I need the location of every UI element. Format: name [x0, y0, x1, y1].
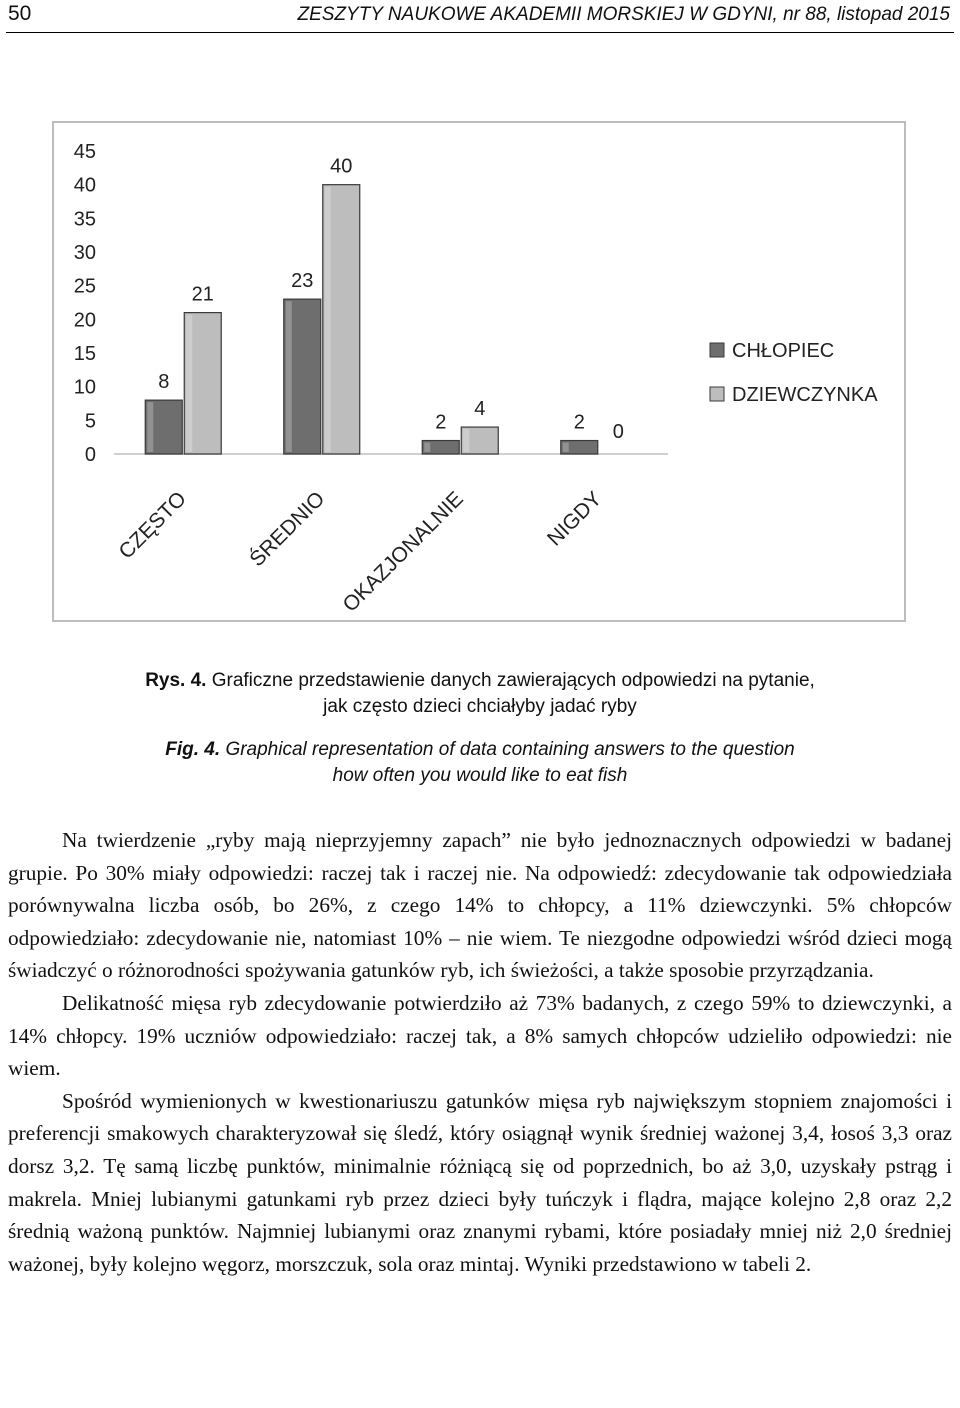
caption-pl-label: Rys. 4. [145, 670, 207, 691]
data-label: 8 [158, 371, 170, 394]
body-text [8, 824, 952, 1280]
header-rule [6, 32, 954, 33]
bar-chart [52, 121, 906, 622]
data-label: 4 [474, 398, 486, 421]
paragraph-3: Spośród wymienionych w kwestionariuszu gatunków mięsa ryb największym stopniem znajomości i preferencji smakowych charakteryzował się śledź, który osiągnął wynik średniej ważonej 3,4, łosoś 3,3 oraz dorsz 3,2. Tę samą liczbę punktów, minimalnie różniącą się od poprzednich, bo aż 3,0, uzyskały pstrąg i makrela. Mniej lubianymi gatunkami ryb przez dzieci były tuńczyk i flądra, mające kolejno 2,8 oraz 2,2 średnią ważoną punktów. Najmniej lubianymi oraz znanymi rybami, które posiadały mniej niż 2,0 średniej ważonej, były kolejno węgorz, morszczuk, sola oraz mintaj. Wyniki przedstawiono w tabeli 2. [8, 1088, 952, 1276]
page-header [0, 0, 960, 34]
caption-en-label: Fig. 4. [165, 739, 221, 760]
bar-highlight [147, 402, 153, 452]
caption-en-line1 [0, 737, 960, 762]
category-label: NIGDY [542, 487, 607, 551]
journal-title: ZESZYTY NAUKOWE AKADEMII MORSKIEJ W GDYNI, nr 88, listopad 2015 [297, 4, 950, 25]
bar-highlight [325, 187, 331, 452]
legend-swatch [710, 387, 724, 401]
data-label: 2 [573, 411, 585, 434]
data-label: 23 [291, 270, 314, 293]
y-tick-label: 10 [73, 376, 96, 399]
category-label: CZĘSTO [114, 487, 191, 564]
y-tick-label: 40 [73, 174, 96, 197]
data-label: 21 [191, 283, 214, 306]
bar-highlight [424, 443, 430, 452]
y-tick-label: 0 [84, 444, 96, 466]
chart-svg [54, 123, 908, 624]
paragraph-1: Na twierdzenie „ryby mają nieprzyjemny zapach” nie było jednoznacznych odpowiedzi w badanej grupie. Po 30% miały odpowiedzi: raczej tak i raczej nie. Na odpowiedź: zdecydowanie tak odpowiedziała porównywalna liczba osób, bo 26%, z czego 14% to chłopcy, a 11% dziewczynki. 5% chłopców odpowiedziało: zdecydowanie nie, natomiast 10% – nie wiem. Te niezgodne odpowiedzi wśród dzieci mogą świadczyć o różnorodności spożywania gatunków ryb, ich świeżości, a także sposobie przyrządzania. [8, 828, 952, 983]
y-tick-label: 30 [73, 242, 96, 264]
caption-pl-text1: Graficzne przedstawienie danych zawierających odpowiedzi na pytanie, [211, 670, 815, 691]
y-tick-label: 5 [84, 410, 96, 433]
y-tick-label: 45 [73, 141, 96, 163]
bar-highlight [563, 443, 569, 452]
bar-highlight [186, 315, 192, 452]
y-tick-label: 25 [73, 275, 96, 298]
data-label: 40 [330, 155, 353, 178]
bar-highlight [286, 301, 292, 452]
caption-pl-line2: jak często dzieci chciałyby jadać ryby [323, 696, 637, 717]
y-tick-label: 20 [73, 309, 96, 332]
data-label: 2 [435, 411, 447, 434]
legend-label: CHŁOPIEC [732, 340, 835, 362]
legend-swatch [710, 343, 724, 357]
paragraph-2: Delikatność mięsa ryb zdecydowanie potwierdziło aż 73% badanych, z czego 59% to dziewczynki, a 14% chłopcy. 19% uczniów odpowiedziało: raczej tak, a 8% samych chłopców udzieliło odpowiedzi: nie wiem. [8, 990, 952, 1081]
bar-highlight [463, 429, 469, 452]
legend-label: DZIEWCZYNKA [732, 384, 878, 406]
data-label: 0 [612, 421, 624, 443]
y-tick-label: 15 [73, 343, 96, 365]
caption-en-line2: how often you would like to eat fish [332, 765, 628, 786]
category-label: OKAZJONALNIE [338, 487, 468, 617]
page-number: 50 [8, 2, 32, 25]
caption-en-text1: Graphical representation of data containing answers to the question [225, 739, 795, 760]
y-tick-label: 35 [73, 208, 96, 231]
category-label: ŚREDNIO [245, 487, 330, 572]
caption-pl-line1 [0, 668, 960, 693]
